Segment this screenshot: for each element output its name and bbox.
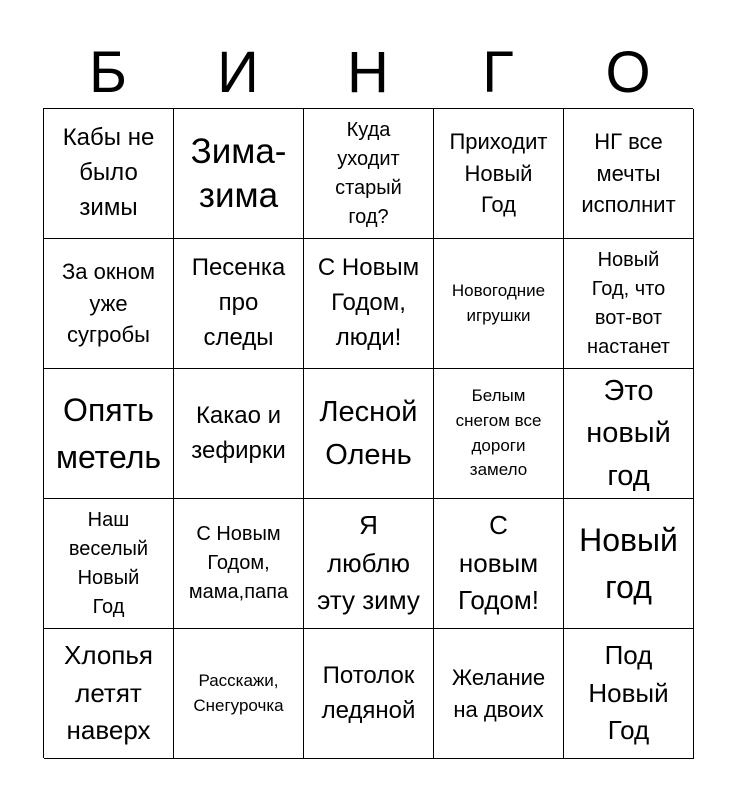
bingo-cell[interactable]: Под Новый Год [564,629,694,759]
bingo-cell[interactable]: Зима- зима [174,109,304,239]
bingo-cell[interactable]: Хлопья летят наверх [44,629,174,759]
bingo-cell[interactable]: Новый Год, что вот-вот настанет [564,239,694,369]
bingo-cell[interactable]: Песенка про следы [174,239,304,369]
bingo-cell[interactable]: Какао и зефирки [174,369,304,499]
bingo-header [43,38,693,108]
bingo-cell[interactable]: НГ все мечты исполнит [564,109,694,239]
header-letter-g: Г [482,40,514,105]
bingo-cell[interactable]: С Новым Годом, люди! [304,239,434,369]
bingo-cell[interactable]: Опять метель [44,369,174,499]
bingo-cell[interactable]: С новым Годом! [434,499,564,629]
header-letter-n: Н [347,40,389,105]
bingo-board [43,108,693,758]
bingo-cell[interactable]: Желание на двоих [434,629,564,759]
bingo-cell[interactable]: С Новым Годом, мама,папа [174,499,304,629]
bingo-cell[interactable]: Новогодние игрушки [434,239,564,369]
header-letter-i: И [217,40,259,105]
bingo-cell[interactable]: Кабы не было зимы [44,109,174,239]
bingo-cell[interactable]: Лесной Олень [304,369,434,499]
bingo-cell[interactable]: Новый год [564,499,694,629]
bingo-cell[interactable]: Я люблю эту зиму [304,499,434,629]
bingo-cell[interactable]: Расскажи, Снегурочка [174,629,304,759]
bingo-cell[interactable]: Наш веселый Новый Год [44,499,174,629]
bingo-cell[interactable]: Это новый год [564,369,694,499]
bingo-cell[interactable]: Белым снегом все дороги замело [434,369,564,499]
bingo-cell[interactable]: Потолок ледяной [304,629,434,759]
bingo-cell[interactable]: За окном уже сугробы [44,239,174,369]
bingo-cell[interactable]: Куда уходит старый год? [304,109,434,239]
header-letter-o: О [605,40,651,105]
bingo-cell[interactable]: Приходит Новый Год [434,109,564,239]
header-letter-b: Б [88,40,128,105]
